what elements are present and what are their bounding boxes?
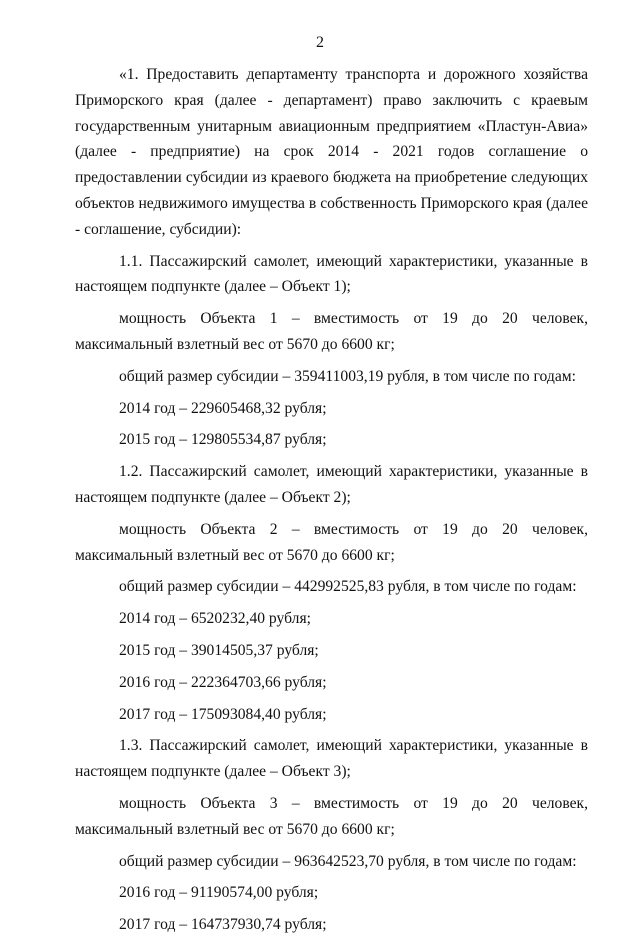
paragraph-object-2-year-2017: 2017 год – 175093084,40 рубля;	[119, 705, 327, 723]
paragraph-object-3-subsidy-total: общий размер субсидии – 963642523,70 рубля, в том числе по годам:	[119, 852, 577, 870]
paragraph-object-1-subsidy-total: общий размер субсидии – 359411003,19 рубля, в том числе по годам:	[119, 367, 576, 385]
paragraph-intro: «1. Предоставить департаменту транспорта и дорожного хозяйства Приморского края (далее - департамент) право заключить с краевым государственным унитарным авиационным предприятием «Пластун-Авиа» (далее - предприятие) на срок 2014 - 2021 годов соглашение о предоставлении субсидии из краевого бюджета на приобретение следующих объектов недвижимого имущества в собственность Приморского края (далее - соглашение, субсидии):	[75, 66, 588, 238]
paragraph-object-2-heading: 1.2. Пассажирский самолет, имеющий характеристики, указанные в настоящем подпункте (далее – Объект 2);	[75, 463, 588, 506]
paragraph-object-2-year-2014: 2014 год – 6520232,40 рубля;	[119, 610, 311, 628]
paragraph-object-3-year-2017: 2017 год – 164737930,74 рубля;	[119, 916, 327, 934]
paragraph-object-2-year-2016: 2016 год – 222364703,66 рубля;	[119, 673, 327, 691]
document-body	[75, 62, 588, 938]
paragraph-object-1-heading: 1.1. Пассажирский самолет, имеющий характеристики, указанные в настоящем подпункте (далее – Объект 1);	[75, 252, 588, 296]
paragraph-object-1-capacity: мощность Объекта 1 – вместимость от 19 до 20 человек, максимальный взлетный вес от 5670 до 6600 кг;	[75, 310, 588, 353]
paragraph-object-3-year-2016: 2016 год – 91190574,00 рубля;	[119, 884, 319, 902]
paragraph-object-2-capacity: мощность Объекта 2 – вместимость от 19 до 20 человек, максимальный взлетный вес от 5670 до 6600 кг;	[75, 520, 588, 564]
paragraph-object-2-year-2015: 2015 год – 39014505,37 рубля;	[119, 641, 319, 659]
page-number: 2	[316, 34, 324, 51]
paragraph-object-3-heading: 1.3. Пассажирский самолет, имеющий характеристики, указанные в настоящем подпункте (далее – Объект 3);	[75, 737, 588, 781]
paragraph-object-1-year-2014: 2014 год – 229605468,32 рубля;	[119, 399, 327, 417]
paragraph-object-2-subsidy-total: общий размер субсидии – 442992525,83 рубля, в том числе по годам:	[119, 578, 577, 596]
paragraph-object-1-year-2015: 2015 год – 129805534,87 рубля;	[119, 431, 327, 449]
paragraph-object-3-capacity: мощность Объекта 3 – вместимость от 19 до 20 человек, максимальный взлетный вес от 5670 до 6600 кг;	[75, 794, 588, 838]
